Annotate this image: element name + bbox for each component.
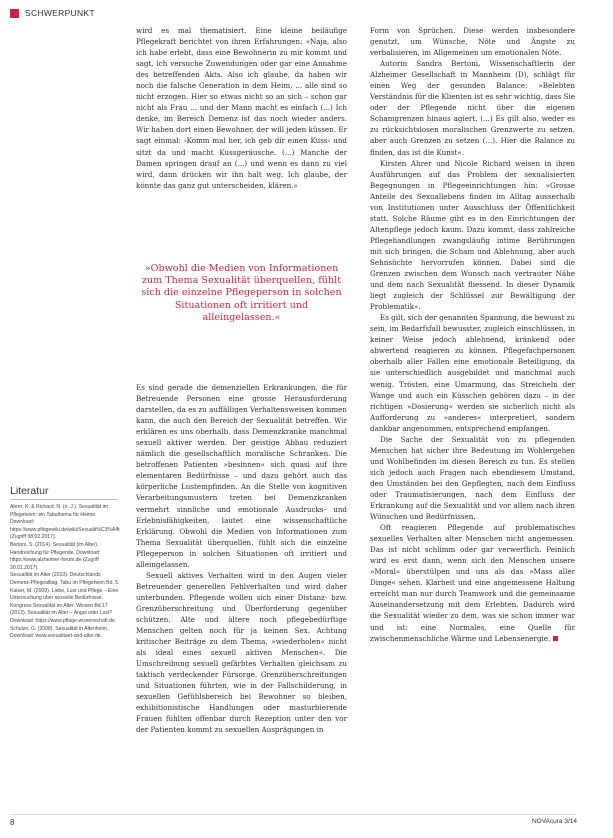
reference-item: Download: https://www.pflegewiki.de/wiki/Sexualit%C3%A4t (Zugriff 08.02.2017). [10,519,120,541]
footer-divider [10,814,576,815]
reference-item: Ahrer, K. & Richard, N. (o. J.). Sexualität im Pflegeheim: ein Tabuthema für Heime. [10,504,108,518]
paragraph: Kirsten Ahrer und Nicole Richard weisen in ihren Ausführungen auf das Problem der sexualisierten Begegnungen in Pflegeeinrichtungen hin: »Grosse Anteile des Sexuallebens finden im Alltag ausserhalb von Institutionen unter Ausschluss der Öffentlichkeit statt. Solche Räume gibt es in den Einrichtungen der Altenpflege jedoch kaum. Dazu kommt, dass zahlreiche Pflegehandlungen zwangsläufig intime Berührungen mit sich bringen, die Scham und Ablehnung, aber auch Sehnsüchte hervorrufen können. Dabei sind die Grenzen zwischen dem Wunsch nach vertrauter Nähe und dem nach Sexualität fliessend. In dieser Dynamik liegt zugleich der Schlüssel zur Bewältigung der Problematik«. [370,158,575,312]
paragraph-final [370,522,575,644]
paragraph: Sexuell aktives Verhalten wird in den Augen vieler Betreuender generellen Fehlverhalten und wird daher unterbunden. Pflegende wollen sich einer Distanz- bzw. Grenzüberschreitung und Überforderung gegenüber schützen. Alte und ältere noch pflegebedürftige Menschen gelten noch für ja keinen Sex. Achtung kritischer Beiträge zu dem Thema, »wiederholen« nicht als ideal eines sexuell aktiven Menschen«. Die Umschreibung sexuell gefärbtes Verhalten gleichsam zu taktisch verdeckender Fürsorge. Grenzüberschreitungen und Situationen führten, wie in der Fallschilderung, in sexuellen Gefühlsbereich bei Bewohner so bleiben, exhibitionistische Handlungen oder masturbierende Frauen fühlten offenbar durch Rezeption unter den vor der Patienten kommt zu sexuellen Ausprägungen in [136,570,347,735]
divider [10,499,118,500]
article-column-2 [370,25,575,644]
literature-heading: Literatur [10,485,49,497]
magazine-issue: NOVAcura 3/14 [531,818,577,825]
paragraph: Autorin Sandra Bertoni, Wissenschaftlerin der Alzheimer Gesellschaft in Mannheim (D), schlägt für einen Weg der gesunden Balance: »Belebten Verständnis für die Klienten ist es sehr wichtig, dass Sie oder der Pflegende nicht über die eigenen Schamgrenzen hinaus agiert. (...) Es gilt also, weder es zu rücksichtslosen moralischen Grenzwerte zu setzen, aber auch Grenzen zu setzen (...). Hier die Balance zu finden, das ist die Kunst«. [370,59,575,157]
paragraph: wird es mal thematisiert. Eine kleine beiläufige Pflegekraft berichtet von ihren Erfahrungen: »Naja, also ich habe erlebt, dass eine Bewohnerin zu mir kommt und sagt, ich versuche Zuwendungen oder gar eine Annahme des betreffenden Akts. Also ich glaube, da haben wir noch die falsche Generation in dem Heim, ... alle sind so nicht erzogen. Hier so etwas nicht so an sich – schon gar nicht als Frau ... und der Mann macht es einfach (...) Ich denke, im Bereich Demenz ist das noch wieder anders. Wir haben dort einen Bewohner, der will jeden küssen. Er sagt einmal: ›Komm mal her, ich geb dir einen Kuss‹ und sitzt da und macht Kussgeräusche. (...) Manche der Damen springen drauf an (...) und wenn es dann zu viel wird, dann drücken wir ihn halt weg. Ich glaube, der könnte das ganz gut unterscheiden, klären.« [136,26,347,190]
section-header [10,8,95,18]
literature-list [10,504,120,641]
reference-item: Sexualität im Alter (2010). Deutschlands Demenz-Pflegealltag. Tabu im Pflegeheim Bd. 5. [10,572,120,586]
paragraph: Form von Sprüchen. Diese werden insbesondere genutzt, um Wünsche, Nöte und Ängste zu verbalisieren, im Allgemeinen um emotionalen Nöte. [370,26,575,58]
paragraph-text: Oft reagieren Pflegende auf problematisches sexuelles Verhalten alter Menschen nicht angemessen. Das ist nicht schlimm oder gar verwerflich. Peinlich wird es erst dann, wenn sich den Menschen unsere »Moral« überstülpen und uns als das »Mass aller Dinge« sehen. Klarheit und eine angemessene Haltung erreicht man nur durch Teamwork und die gemeinsame Auseinandersetzung mit dem Erlebten. Dadurch wird die Sexualität wieder zu dem, was sie schon immer war und ist: eine Normales, eine Quelle für zwischenmenschliche Wärme und Lebensenergie. [370,523,575,643]
page-number: 8 [10,818,15,827]
paragraph: Es gilt, sich der genannten Spannung, die bewusst zu sein, im Bedarfsfall bewusster, zugleich einschlüssen, in keiner Weise jedoch ablehnend, kränkend oder abwertend reagieren zu können. Pflegefachpersonen oberhalb aller Fallen eine emotionale Beteiligung, da sie unterschiedlich ausgebildet und manchmal auch wenig. Trösten, eine Umarmung, das Streicheln der Wange und auch ein Küsschen gehören dazu – in der richtigen »Dosierung« werden sie sicherlich nicht als Aufforderung zu »anderes« interpretiert, sondern dankbar angenommen, entsprechend empfangen. [370,313,575,433]
reference-item: Kongress Sexualität im Alter. Wissen Bd.17 (2012). Sexualität im Alter – Angst oder Lust? Download: https://www.pflege-wissenschaft.de. [10,602,117,624]
article-column-1-bottom [136,382,347,736]
paragraph: Es sind gerade die demenziellen Erkrankungen, die für Betreuende Personen eine grosse Herausforderung darstellen, da es zu auffälligen Verhaltensweisen kommen kann, die auch den Bereich der Sexualität betreffen. Wir erklären es uns oberhalb, dass Demenzkranke manchmal sexuell aktiver werden. Der geistige Abbau reduziert nämlich die gesellschaftlich moralische Schranken. Die betroffenen Patienten »besinnen« sich quasi auf ihre elementaren Bedürfnisse – und dazu gehört auch das körperliche Lustempfinden. An die Stelle von kognitiven Verarbeitungsmustern treten bei Demenzkranken vermehrt sinnliche und emotionale Ausdrucks- und Erlebnisfähigkeiten, lautet eine wissenschaftliche Erklärung. Obwohl die Medien von Informationen zum Thema Sexualität überquellen, fühlt sich die einzelne Pflegeperson in solchen Situationen oft irritiert und alleingelassen. [136,383,347,569]
reference-item: Kaiser, M. (2009). Liebe, Lust und Pflege – Eine Untersuchung über sexuelle Bedürfnisse. [10,587,119,602]
article-column-1-top [136,25,347,191]
section-marker-square [10,9,19,18]
pull-quote: »Obwohl die Medien von Informationen zum Thema Sexualität überquellen, fühlt sich die einzelne Pflegeperson in solchen Situationen oft irritiert und alleingelassen.« [141,263,342,323]
reference-item: Bertoni, S. (2014). Sexualität (im Alter). Handreichung für Pflegende. Download: https://www.alzheimer-forum.de (Zugriff 30.01.2017). [10,541,101,571]
paragraph: Die Sache der Sexualität von zu pflegenden Menschen hat sicher ihre Bedeutung im Wohlergehen und Wohlbefinden im diesen Bereich zu tun. Es stellen sich jedoch auch Fragen nach ebendiesem Umstand, den Umständen bei den Gepflegten, nach dem Einfluss oder Traumatisierungen, nach dem Einfluss der Erkrankung auf die Sexualität und vor allem nach ihren Wünschen und Bedürfnissen. [370,434,575,522]
end-mark-icon [553,636,558,641]
reference-item: Schulze, G. (2008). Sexualität in Altenheim. Download: www.sexualitaet-und-alter.de. [10,625,109,640]
section-label: SCHWERPUNKT [25,8,95,18]
